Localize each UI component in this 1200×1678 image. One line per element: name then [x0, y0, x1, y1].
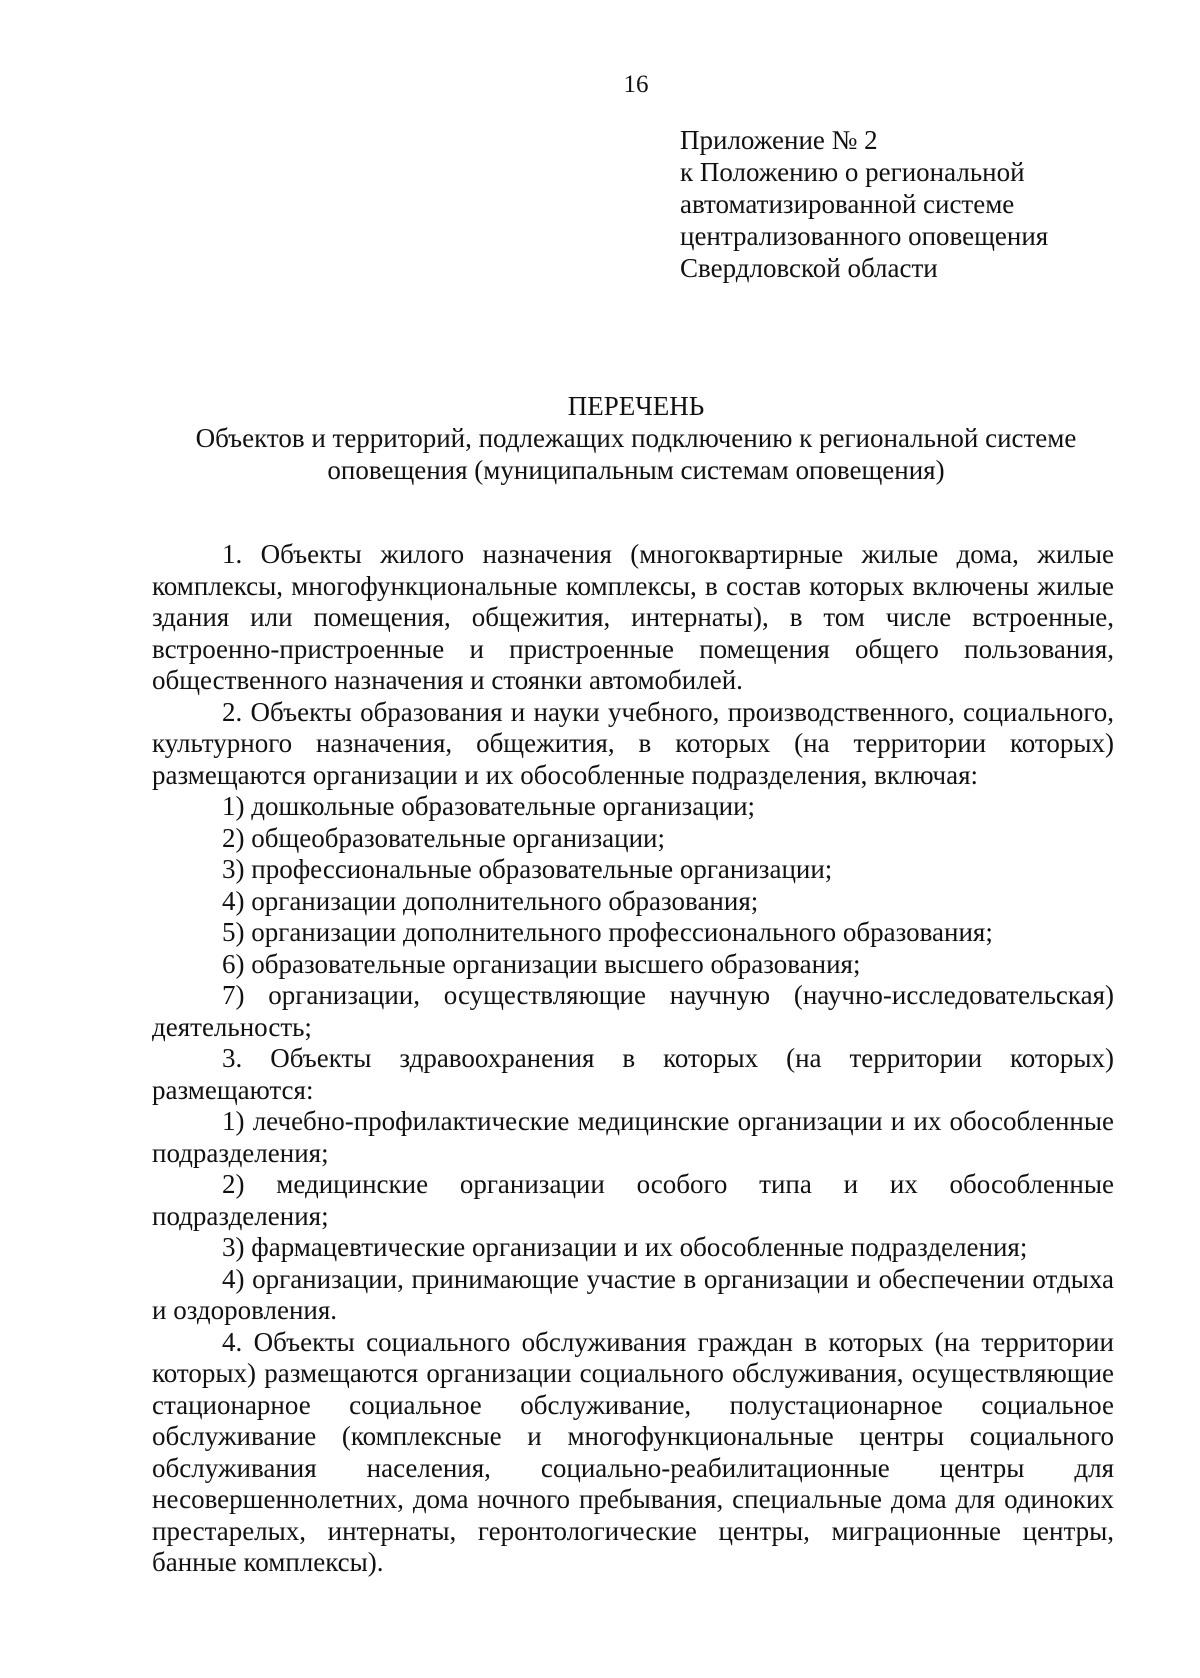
- list-item: 4) организации дополнительного образования;: [222, 885, 759, 916]
- list-item: 3) фармацевтические организации и их обособленные подразделения;: [222, 1232, 1028, 1262]
- annex-line: Приложение № 2: [680, 125, 878, 155]
- list-item: 7) организации, осуществляющие научную (научно-исследовательская) деятельность;: [152, 980, 1114, 1042]
- list-item: 1) лечебно-профилактические медицинские организации и их обособленные подразделения;: [152, 1106, 1114, 1168]
- annex-line: к Положению о региональной: [680, 157, 1025, 187]
- page-number: 16: [623, 71, 649, 98]
- document-body: [152, 539, 1114, 1579]
- annex-block: [680, 124, 1180, 284]
- list-item: 3) профессиональные образовательные организации;: [222, 854, 833, 884]
- document-title: ПЕРЕЧЕНЬ: [567, 391, 705, 421]
- paragraph: 2. Объекты образования и науки учебного, производственного, социального, культурного назначения, общежития, в которых (на территории которых) размещаются организации и их обособленные подразделения, включая:: [152, 696, 1114, 790]
- list-item: 4) организации, принимающие участие в организации и обеспечении отдыха и оздоровления.: [152, 1263, 1114, 1325]
- document-subtitle: Объектов и территорий, подлежащих подключению к региональной системе оповещения (муниципальным системам оповещения): [195, 423, 1077, 485]
- annex-line: централизованного оповещения: [680, 221, 1049, 251]
- paragraph: 1. Объекты жилого назначения (многоквартирные жилые дома, жилые комплексы, многофункциональные комплексы, в состав которых включены жилые здания или помещения, общежития, интернаты), в том числе встроенные, встроенно-пристроенные и пристроенные помещения общего пользования, общественного назначения и стоянки автомобилей.: [152, 539, 1114, 695]
- list-item: 2) медицинские организации особого типа и их обособленные подразделения;: [152, 1169, 1114, 1231]
- paragraph: 4. Объекты социального обслуживания граждан в которых (на территории которых) размещаются организации социального обслуживания, осуществляющие стационарное социальное обслуживание, полустационарное социальное обслуживание (комплексные и многофункциональные центры социального обслуживания населения, социально-реабилитационные центры для несовершеннолетних, дома ночного пребывания, специальные дома для одиноких престарелых, интернаты, геронтологические центры, миграционные центры, банные комплексы).: [152, 1326, 1114, 1577]
- annex-line: Свердловской области: [680, 253, 938, 283]
- paragraph: 3. Объекты здравоохранения в которых (на территории которых) размещаются:: [152, 1043, 1114, 1105]
- list-item: 2) общеобразовательные организации;: [222, 822, 666, 853]
- list-item: 1) дошкольные образовательные организации;: [222, 791, 756, 821]
- list-item: 6) образовательные организации высшего образования;: [222, 948, 861, 979]
- list-item: 5) организации дополнительного профессионального образования;: [222, 917, 993, 947]
- annex-line: автоматизированной системе: [680, 189, 1015, 219]
